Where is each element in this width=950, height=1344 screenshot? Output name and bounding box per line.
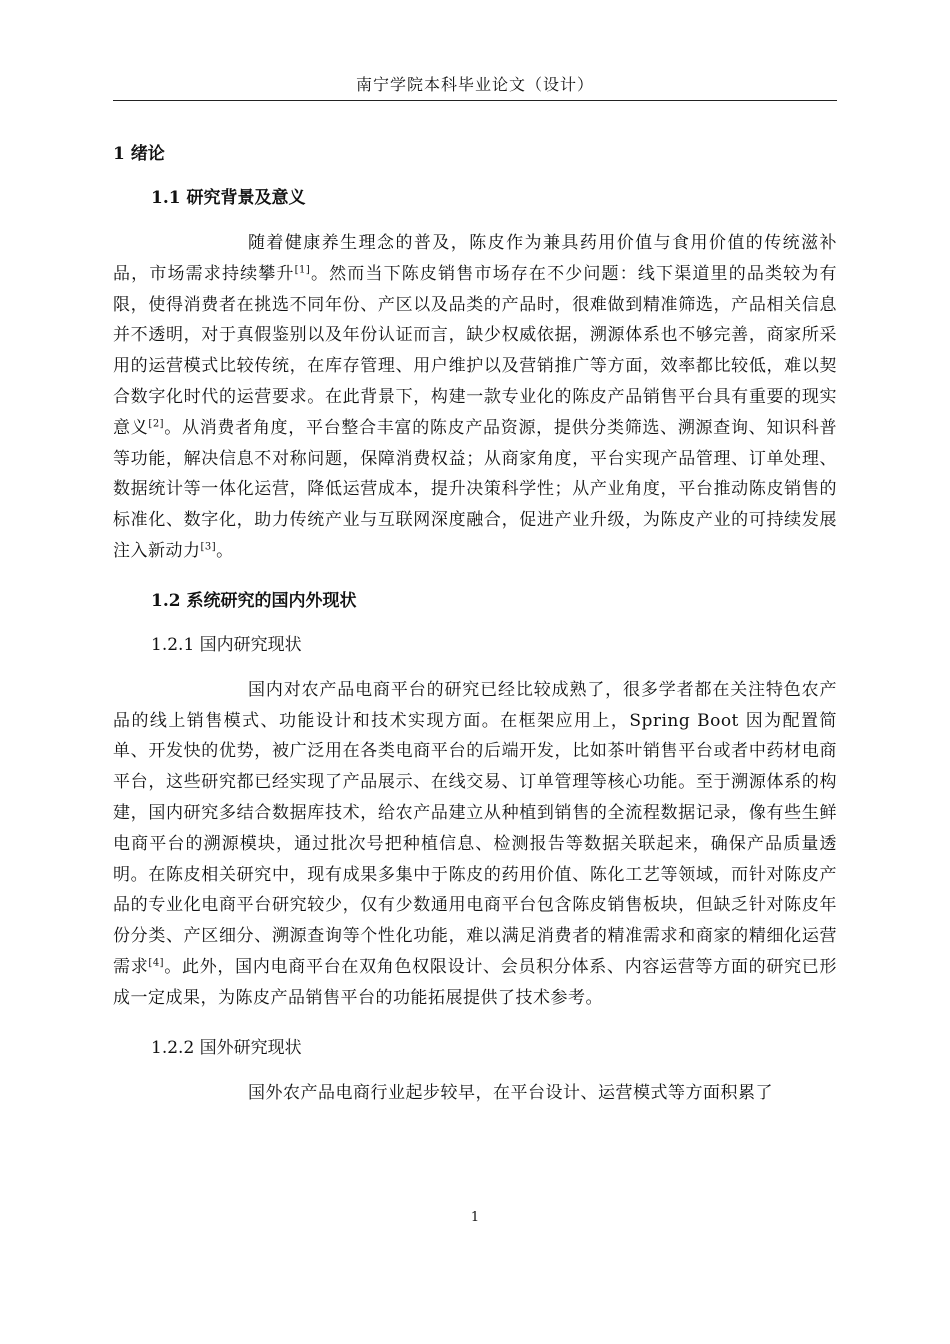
paragraph-text: 。从消费者角度，平台整合丰富的陈皮产品资源，提供分类筛选、溯源查询、知识科普等功能，解决信息不对称问题，保障消费权益；从商家角度，平台实现产品管理、订单处理、数据统计等一体化运营，降低运营成本，提升决策科学性；从产业角度，平台推动陈皮销售的标准化、数字化，助力传统产业与互联网深度融合，促进产业升级，为陈皮产业的可持续发展注入新动力 [113,417,838,561]
citation-ref: [4] [148,957,165,969]
paragraph-text: 。然而当下陈皮销售市场存在不少问题：线下渠道里的品类较为有限，使得消费者在挑选不同年份、产区以及品类的产品时，很难做到精准筛选，产品相关信息并不透明，对于真假鉴别以及年份认证而言，缺少权威依据，溯源体系也不够完善，商家所采用的运营模式比较传统，在库存管理、用户维护以及营销推广等方面，效率都比较低，难以契合数字化时代的运营要求。在此背景下，构建一款专业化的陈皮产品销售平台具有重要的现实意义 [113,263,838,438]
page-number: 1 [470,1210,480,1225]
paragraph-background [113,228,837,567]
paragraph-text: 。此外，国内电商平台在双角色权限设计、会员积分体系、内容运营等方面的研究已形成一定成果，为陈皮产品销售平台的功能拓展提供了技术参考。 [113,956,838,1008]
paragraph-text: 。 [216,540,234,561]
page-body [113,140,837,1122]
citation-ref: [3] [200,541,217,553]
paragraph-domestic-status [113,675,837,1014]
section-heading-1-1: 1.1 研究背景及意义 [151,188,306,208]
chapter-heading: 1 绪论 [113,144,165,164]
subsection-heading-1-2-1: 1.2.1 国内研究现状 [151,634,302,655]
citation-ref: [2] [148,418,165,430]
subsection-heading-1-2-2: 1.2.2 国外研究现状 [151,1037,302,1058]
paragraph-text: 国内对农产品电商平台的研究已经比较成熟了，很多学者都在关注特色农产品的线上销售模式、功能设计和技术实现方面。在框架应用上，Spring Boot 因为配置简单、开发快的优势，被广泛用在各类电商平台的后端开发，比如茶叶销售平台或者中药材电商平台，这些研究都已经实现了产品展示、在线交易、订单管理等核心功能。至于溯源体系的构建，国内研究多结合数据库技术，给农产品建立从种植到销售的全流程数据记录，像有些生鲜电商平台的溯源模块，通过批次号把种植信息、检测报告等数据关联起来，确保产品质量透明。在陈皮相关研究中，现有成果多集中于陈皮的药用价值、陈化工艺等领域，而针对陈皮产品的专业化电商平台研究较少，仅有少数通用电商平台包含陈皮销售板块，但缺乏针对陈皮年份分类、产区细分、溯源查询等个性化功能，难以满足消费者的精准需求和商家的精细化运营需求 [113,679,837,977]
section-heading-1-2: 1.2 系统研究的国内外现状 [151,590,357,611]
header-divider [113,100,837,101]
running-header-title: 南宁学院本科毕业论文（设计） [355,75,594,94]
paragraph-text: 随着健康养生理念的普及，陈皮作为兼具药用价值与食用价值的传统滋补品，市场需求持续攀升 [113,233,837,284]
citation-ref: [1] [294,264,311,276]
paragraph-foreign-status [113,1078,837,1109]
paragraph-text: 国外农产品电商行业起步较早，在平台设计、运营模式等方面积累了 [248,1082,773,1103]
